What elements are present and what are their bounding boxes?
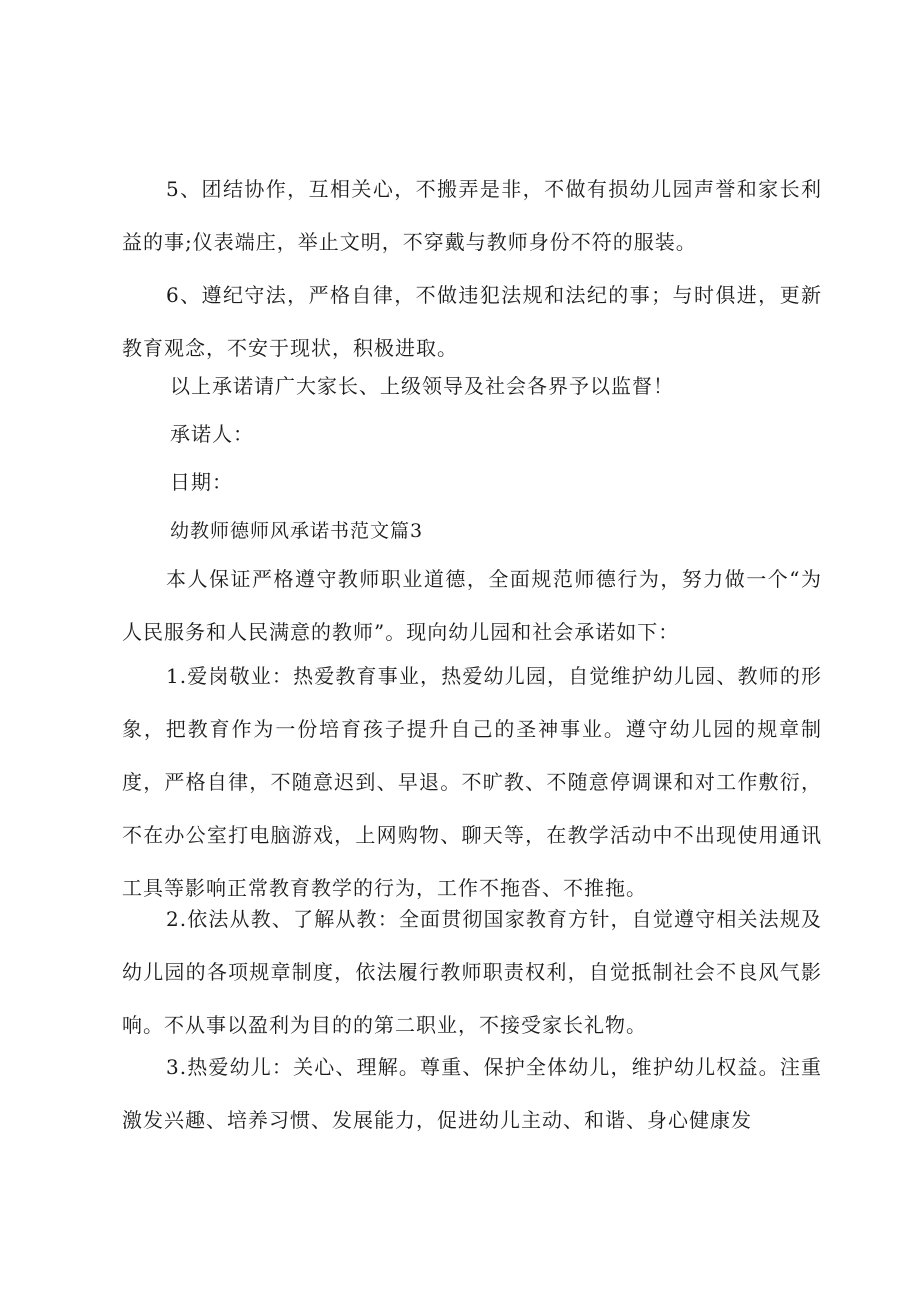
signer-label: 承诺人： xyxy=(170,422,254,446)
paragraph-item-1: 1.爱岗敬业：热爱教育事业，热爱幼儿园，自觉维护幼儿园、教师的形象，把教育作为一份培育孩子提升自己的圣神事业。遵守幼儿园的规章制度，严格自律，不随意迟到、早退。不旷教、不随意停调课和对工作敷衍，不在办公室打电脑游戏，上网购物、聊天等，在教学活动中不出现使用通讯工具等影响正常教育教学的行为，工作不拖沓、不推拖。 xyxy=(122,664,822,900)
section-heading: 幼教师德师风承诺书范文篇3 xyxy=(170,520,424,542)
date-label: 日期： xyxy=(170,470,233,494)
supervision-statement: 以上承诺请广大家长、上级领导及社会各界予以监督！ xyxy=(170,374,674,398)
paragraph-item-5: 5、团结协作，互相关心，不搬弄是非，不做有损幼儿园声誉和家长利益的事;仪表端庄，举止文明，不穿戴与教师身份不符的服装。 xyxy=(122,177,822,254)
intro-paragraph: 本人保证严格遵守教师职业道德，全面规范师德行为，努力做一个“为人民服务和人民满意的教师”。现向幼儿园和社会承诺如下： xyxy=(122,567,822,644)
paragraph-item-6: 6、遵纪守法，严格自律，不做违犯法规和法纪的事；与时俱进，更新教育观念，不安于现状，积极进取。 xyxy=(122,283,822,360)
paragraph-item-3: 3.热爱幼儿：关心、理解。尊重、保护全体幼儿，维护幼儿权益。注重激发兴趣、培养习惯、发展能力，促进幼儿主动、和谐、身心健康发 xyxy=(122,1055,822,1132)
paragraph-item-2: 2.依法从教、了解从教：全面贯彻国家教育方针，自觉遵守相关法规及幼儿园的各项规章制度，依法履行教师职责权利，自觉抵制社会不良风气影响。不从事以盈利为目的的第二职业，不接受家长礼物。 xyxy=(122,907,822,1037)
